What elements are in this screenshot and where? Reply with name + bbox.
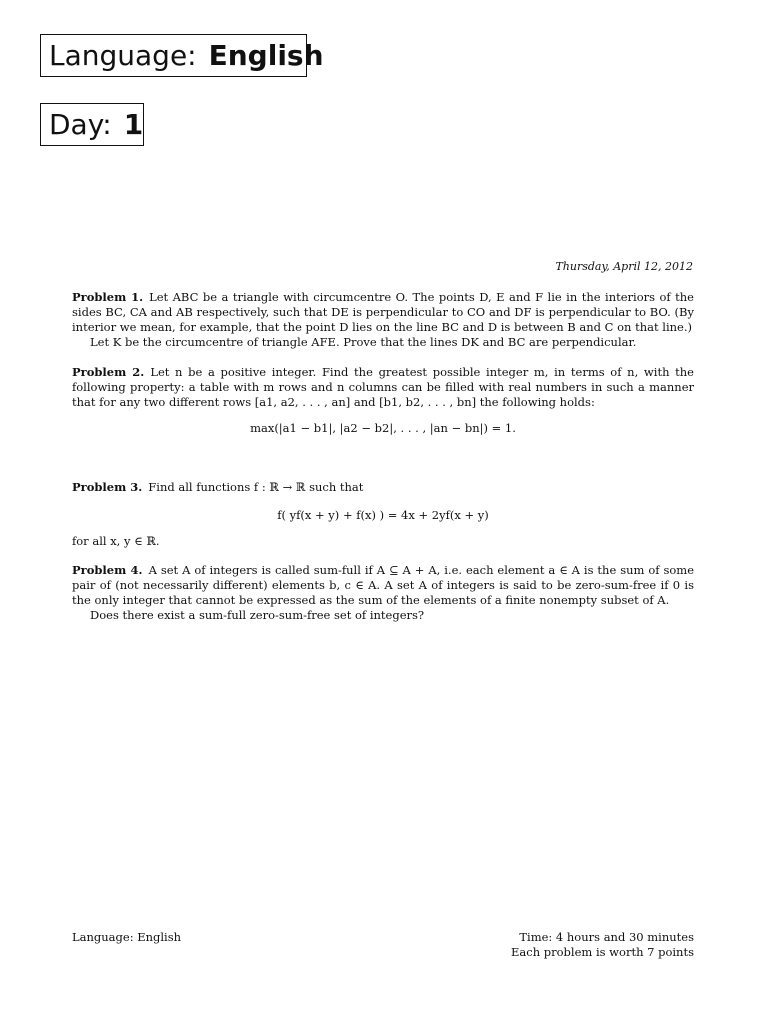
problem-text-continued: Let K be the circumcentre of triangle AFE. Prove that the lines DK and BC are perpendicular. bbox=[90, 335, 637, 349]
day-label: Day: bbox=[49, 108, 112, 141]
problem-3-equation: f( yf(x + y) + f(x) ) = 4x + 2yf(x + y) bbox=[277, 508, 489, 522]
problem-label: Problem 4. bbox=[72, 563, 143, 577]
day-value: 1 bbox=[123, 108, 144, 141]
problem-2 bbox=[72, 365, 694, 410]
problem-text: Find all functions f : ℝ → ℝ such that bbox=[148, 480, 364, 494]
problem-label: Problem 3. bbox=[72, 480, 143, 494]
problem-3-tail: for all x, y ∈ ℝ. bbox=[72, 534, 160, 548]
problem-text-continued: Does there exist a sum-full zero-sum-free set of integers? bbox=[90, 608, 425, 622]
footer-points: Each problem is worth 7 points bbox=[511, 945, 694, 959]
problem-text: Let n be a positive integer. Find the greatest possible integer m, in terms of n, with the following property: a table with m rows and n columns can be filled with real numbers in such a manner that for any two different rows [a1, a2, . . . , an] and [b1, b2, . . . , bn] the following holds: bbox=[72, 365, 694, 409]
problem-3 bbox=[72, 480, 694, 495]
exam-date: Thursday, April 12, 2012 bbox=[555, 260, 693, 273]
problem-label: Problem 1. bbox=[72, 290, 144, 304]
language-value: English bbox=[208, 39, 324, 72]
footer-info bbox=[511, 930, 694, 960]
problem-text: Let ABC be a triangle with circumcentre O. The points D, E and F lie in the interiors of the sides BC, CA and AB respectively, such that DE is perpendicular to CO and DF is perpendicular to BO. (By interior we mean, for example, that the point D lies on the line BC and D is between B and C on that line.) bbox=[72, 290, 694, 334]
problem-4 bbox=[72, 563, 694, 623]
problem-1 bbox=[72, 290, 694, 350]
language-label: Language: bbox=[49, 39, 197, 72]
day-box bbox=[40, 103, 144, 146]
problem-text: A set A of integers is called sum-full if A ⊆ A + A, i.e. each element a ∈ A is the sum of some pair of (not necessarily different) elements b, c ∈ A. A set A of integers is said to be zero-sum-free if 0 is the only integer that cannot be expressed as the sum of the elements of a finite nonempty subset of A. bbox=[72, 563, 695, 607]
problem-label: Problem 2. bbox=[72, 365, 145, 379]
problem-2-equation: max(|a1 − b1|, |a2 − b2|, . . . , |an − bn|) = 1. bbox=[250, 421, 516, 435]
footer-time: Time: 4 hours and 30 minutes bbox=[519, 930, 694, 944]
footer-language: Language: English bbox=[72, 930, 182, 944]
language-box bbox=[40, 34, 324, 77]
